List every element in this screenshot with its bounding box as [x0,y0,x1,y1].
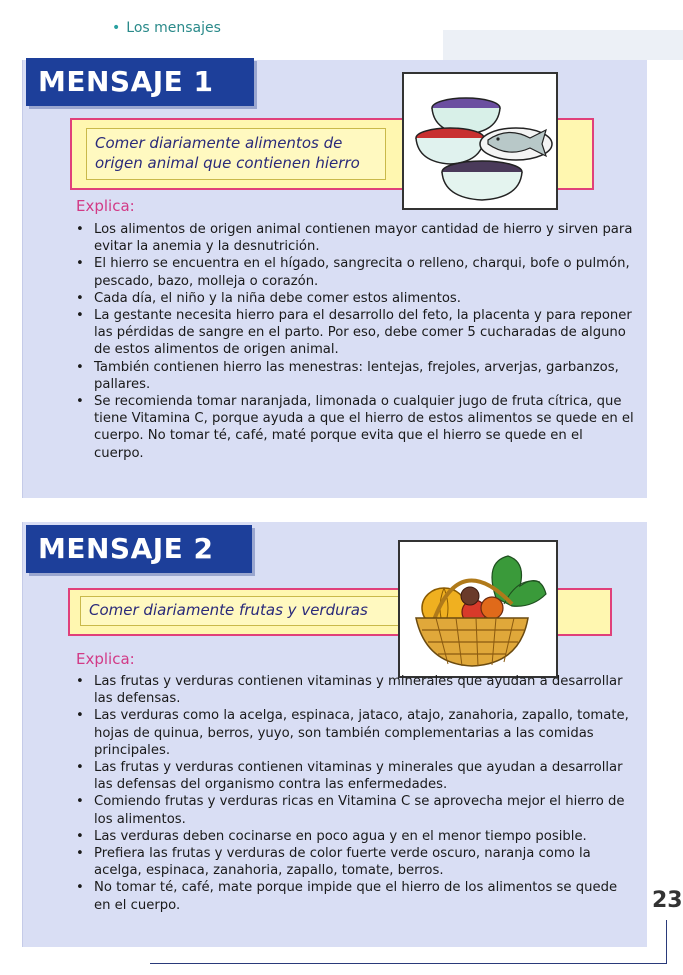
mensaje-1-explica-label: Explica: [76,197,135,215]
page-number: 23 [652,888,683,913]
list-item: • Comiendo frutas y verduras ricas en Vitamina C se aprovecha mejor el hierro de los alimentos. [74,793,634,827]
mensaje-2-bullet-list [74,673,634,914]
list-item: • Las verduras como la acelga, espinaca, jataco, atajo, zanahoria, zapallo, tomate, hojas de quinua, berros, yuyo, son también complementarias a las comidas principales. [74,707,634,759]
section-heading-text: Los mensajes [126,20,221,36]
mensaje-2-title: MENSAJE 2 [26,525,252,573]
fruit-basket-illustration [398,540,558,678]
list-item: • La gestante necesita hierro para el desarrollo del feto, la placenta y para reponer las pérdidas de sangre en el parto. Por eso, debe comer 5 cucharadas de alguno de estos alimentos de origen animal. [74,307,634,359]
list-item: • Prefiera las frutas y verduras de color fuerte verde oscuro, naranja como la acelga, espinaca, zanahoria, zapallo, tomate, berros. [74,845,634,879]
list-item: • Las frutas y verduras contienen vitaminas y minerales que ayudan a desarrollar las defensas del organismo contra las enfermedades. [74,759,634,793]
mensaje-2-message-text: Comer diariamente frutas y verduras [80,596,400,626]
list-item: • Cada día, el niño y la niña debe comer estos alimentos. [74,290,634,307]
mensaje-1-title: MENSAJE 1 [26,58,254,106]
corner-rule-vertical [666,920,667,964]
list-item: • Los alimentos de origen animal contienen mayor cantidad de hierro y sirven para evitar la anemia y la desnutrición. [74,221,634,255]
list-item: • También contienen hierro las menestras: lentejas, frejoles, arverjas, garbanzos, pallares. [74,359,634,393]
mensaje-1-message-text: Comer diariamente alimentos de origen animal que contienen hierro [86,128,386,180]
mensaje-1-bullet-list [74,221,634,462]
animal-foods-illustration [402,72,558,210]
list-item: • Se recomienda tomar naranjada, limonada o cualquier jugo de fruta cítrica, que tiene Vitamina C, porque ayuda a que el hierro de estos alimentos se quede en el cuerpo. No tomar té, café, maté porque evita que el hierro se quede en el cuerpo. [74,393,634,462]
section-heading [112,20,221,36]
fruit-basket-icon [400,542,556,676]
background-ghost-panel [443,30,683,60]
bullet-dot-icon: • [112,20,121,36]
list-item: • Las verduras deben cocinarse en poco agua y en el menor tiempo posible. [74,828,634,845]
list-item: • No tomar té, café, mate porque impide que el hierro de los alimentos se quede en el cuerpo. [74,879,634,913]
list-item: • El hierro se encuentra en el hígado, sangrecita o relleno, charqui, bofe o pulmón, pescado, bazo, molleja o corazón. [74,255,634,289]
mensaje-2-explica-label: Explica: [76,650,135,668]
bowls-fish-icon [404,74,556,208]
list-item: • Las frutas y verduras contienen vitaminas y minerales que ayudan a desarrollar las defensas. [74,673,634,707]
corner-rule-horizontal [150,963,667,964]
